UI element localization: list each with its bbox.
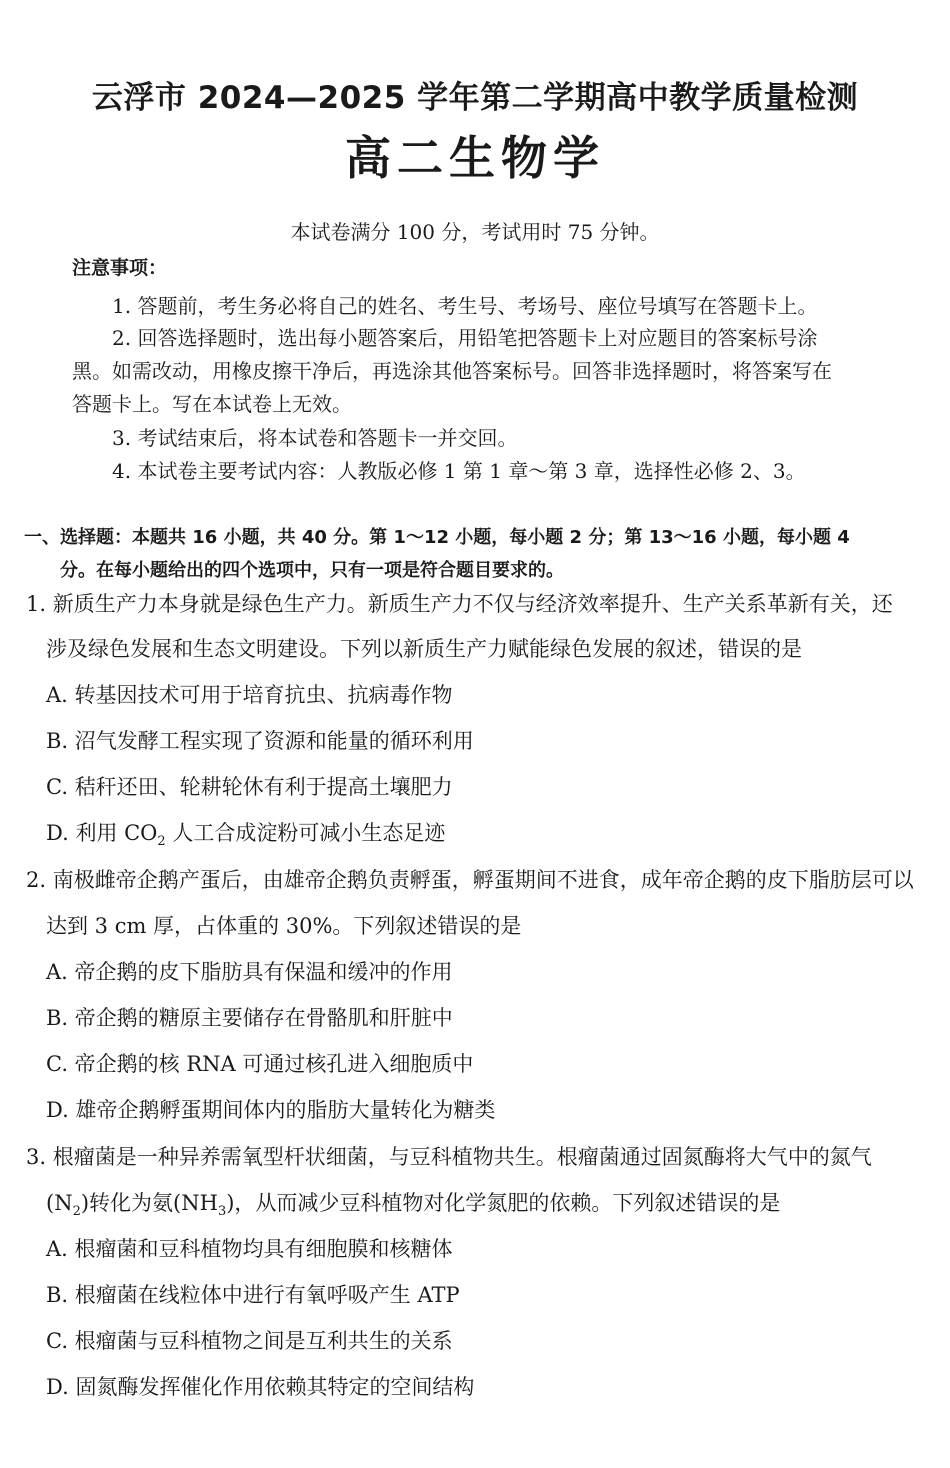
q3-stem-line-2-part-b: )转化为氨(NH — [80, 1191, 218, 1215]
q3-stem-line-2-part-c: )，从而减少豆科植物对化学氮肥的依赖。下列叙述错误的是 — [226, 1191, 781, 1215]
note-2-line-1: 2. 回答选择题时，选出每小题答案后，用铅笔把答题卡上对应题目的答案标号涂 — [112, 326, 818, 350]
q1-option-d-pre: D. 利用 CO — [46, 821, 158, 845]
exam-title: 云浮市 2024—2025 学年第二学期高中教学质量检测 — [91, 80, 859, 116]
q3-option-c: C. 根瘤菌与豆科植物之间是互利共生的关系 — [46, 1329, 453, 1353]
q1-option-c: C. 秸秆还田、轮耕轮休有利于提高土壤肥力 — [46, 775, 453, 799]
notes-heading: 注意事项： — [72, 257, 168, 279]
q1-stem-line-2: 涉及绿色发展和生态文明建设。下列以新质生产力赋能绿色发展的叙述，错误的是 — [46, 637, 802, 661]
q3-option-a: A. 根瘤菌和豆科植物均具有细胞膜和核糖体 — [46, 1237, 453, 1261]
q2-option-a: A. 帝企鹅的皮下脂肪具有保温和缓冲的作用 — [46, 960, 453, 984]
subject-title: 高二生物学 — [345, 131, 605, 185]
q2-stem-line-1: 2. 南极雌帝企鹅产蛋后，由雄帝企鹅负责孵蛋，孵蛋期间不进食，成年帝企鹅的皮下脂肪层可以 — [26, 868, 914, 892]
note-1: 1. 答题前，考生务必将自己的姓名、考生号、考场号、座位号填写在答题卡上。 — [112, 294, 818, 318]
section-heading-line-1: 一、选择题：本题共 16 小题，共 40 分。第 1～12 小题，每小题 2 分；第 13～16 小题，每小题 4 — [24, 527, 850, 548]
q1-stem-line-1: 1. 新质生产力本身就是绿色生产力。新质生产力不仅与经济效率提升、生产关系革新有关，还 — [26, 592, 893, 616]
q3-stem-line-2 — [46, 1187, 780, 1219]
note-4: 4. 本试卷主要考试内容：人教版必修 1 第 1 章～第 3 章，选择性必修 2、3。 — [112, 459, 806, 483]
q1-option-d-subscript: 2 — [157, 834, 166, 850]
exam-info: 本试卷满分 100 分，考试用时 75 分钟。 — [290, 220, 660, 244]
q3-stem-line-1: 3. 根瘤菌是一种异养需氧型杆状细菌，与豆科植物共生。根瘤菌通过固氮酶将大气中的氮气 — [26, 1145, 872, 1169]
q1-option-a: A. 转基因技术可用于培育抗虫、抗病毒作物 — [46, 683, 453, 707]
section-heading-line-2: 分。在每小题给出的四个选项中，只有一项是符合题目要求的。 — [60, 560, 564, 581]
q1-option-b: B. 沼气发酵工程实现了资源和能量的循环利用 — [46, 729, 474, 753]
note-2-line-3: 答题卡上。写在本试卷上无效。 — [72, 392, 352, 416]
q2-option-d: D. 雄帝企鹅孵蛋期间体内的脂肪大量转化为糖类 — [46, 1098, 496, 1122]
q1-option-d-post: 人工合成淀粉可减小生态足迹 — [165, 821, 446, 845]
q1-option-d — [46, 817, 445, 849]
q2-stem-line-2: 达到 3 cm 厚，占体重的 30%。下列叙述错误的是 — [46, 914, 522, 938]
q3-subscript-1: 2 — [72, 1204, 81, 1220]
note-2-line-2: 黑。如需改动，用橡皮擦干净后，再选涂其他答案标号。回答非选择题时，将答案写在 — [72, 359, 832, 383]
q2-option-c: C. 帝企鹅的核 RNA 可通过核孔进入细胞质中 — [46, 1052, 474, 1076]
note-3: 3. 考试结束后，将本试卷和答题卡一并交回。 — [112, 426, 518, 450]
q3-subscript-2: 3 — [217, 1204, 227, 1220]
q3-option-b: B. 根瘤菌在线粒体中进行有氧呼吸产生 ATP — [46, 1283, 460, 1307]
q3-stem-line-2-part-a: (N — [46, 1191, 73, 1215]
q2-option-b: B. 帝企鹅的糖原主要储存在骨骼肌和肝脏中 — [46, 1006, 453, 1030]
q3-option-d: D. 固氮酶发挥催化作用依赖其特定的空间结构 — [46, 1375, 475, 1399]
